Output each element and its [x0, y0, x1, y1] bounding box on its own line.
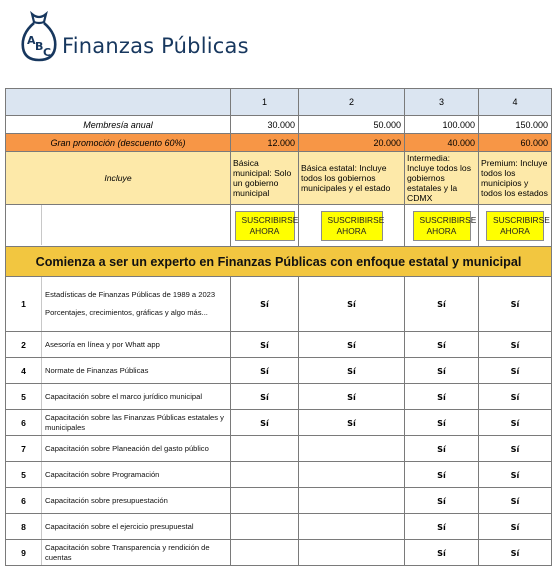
feature-number: 4	[6, 358, 42, 383]
feature-row	[6, 540, 552, 566]
feature-check-plan-4	[479, 488, 552, 514]
plan-number-2: 2	[299, 89, 405, 116]
header-blank-cell	[6, 89, 231, 116]
yes-mark: Sí	[260, 365, 269, 376]
subscribe-button-2[interactable]: SUSCRIBIRSE AHORA	[321, 211, 383, 241]
includes-plan-1: Básica municipal: Solo un gobierno municipal	[231, 152, 299, 205]
feature-number: 6	[6, 410, 42, 435]
subscribe-button-1[interactable]: SUSCRIBIRSE AHORA	[235, 211, 295, 241]
yes-mark: Sí	[437, 521, 446, 532]
feature-check-plan-3	[405, 540, 479, 566]
plan-number-1: 1	[231, 89, 299, 116]
pricing-table	[5, 88, 552, 566]
feature-text: Normate de Finanzas Públicas	[45, 365, 149, 375]
feature-check-plan-4	[479, 277, 552, 332]
promo-price-4: 60.000	[479, 134, 552, 152]
feature-check-plan-2	[299, 540, 405, 566]
feature-number: 5	[6, 384, 42, 409]
promo-price-1: 12.000	[231, 134, 299, 152]
feature-rows	[6, 277, 552, 566]
annual-price-row	[6, 116, 552, 134]
feature-check-plan-2	[299, 462, 405, 488]
feature-text: Capacitación sobre el marco jurídico municipal	[45, 391, 203, 401]
promo-price-2: 20.000	[299, 134, 405, 152]
includes-plan-4: Premium: Incluye todos los municipios y todos los estados	[479, 152, 552, 205]
feature-text: Capacitación sobre el ejercicio presupuestal	[45, 521, 194, 531]
feature-check-plan-3	[405, 332, 479, 358]
includes-label: Incluye	[6, 152, 231, 205]
yes-mark: Sí	[437, 443, 446, 454]
feature-label-cell	[6, 277, 231, 332]
banner-row	[6, 247, 552, 277]
subscribe-row	[6, 205, 552, 247]
subscribe-button-3[interactable]: SUSCRIBIRSE AHORA	[413, 211, 471, 241]
feature-label-cell	[6, 332, 231, 358]
feature-text: Capacitación sobre Programación	[45, 469, 160, 479]
yes-mark: Sí	[260, 391, 269, 402]
feature-label-cell	[6, 410, 231, 436]
yes-mark: Sí	[260, 417, 269, 428]
subscribe-cell-4	[479, 205, 552, 247]
feature-check-plan-3	[405, 277, 479, 332]
plan-number-3: 3	[405, 89, 479, 116]
feature-check-plan-1	[231, 514, 299, 540]
feature-row	[6, 358, 552, 384]
feature-check-plan-2	[299, 514, 405, 540]
plan-number-4: 4	[479, 89, 552, 116]
subscribe-label-cell	[6, 205, 231, 247]
feature-check-plan-1	[231, 462, 299, 488]
includes-row	[6, 152, 552, 205]
feature-check-plan-3	[405, 358, 479, 384]
promo-price-label: Gran promoción (descuento 60%)	[6, 134, 231, 152]
feature-check-plan-4	[479, 514, 552, 540]
feature-label-cell	[6, 488, 231, 514]
feature-number: 8	[6, 514, 42, 539]
feature-check-plan-1	[231, 332, 299, 358]
feature-number: 7	[6, 436, 42, 461]
yes-mark: Sí	[347, 299, 356, 309]
page-header	[0, 0, 556, 84]
feature-check-plan-4	[479, 410, 552, 436]
subscribe-cell-1	[231, 205, 299, 247]
plan-number-row	[6, 89, 552, 116]
logo-letter-b: B	[35, 40, 44, 53]
subscribe-button-4[interactable]: SUSCRIBIRSE AHORA	[486, 211, 544, 241]
feature-label-cell	[6, 436, 231, 462]
feature-check-plan-1	[231, 436, 299, 462]
feature-text: Capacitación sobre las Finanzas Públicas estatales y municipales	[45, 412, 224, 432]
feature-check-plan-1	[231, 540, 299, 566]
feature-text: Capacitación sobre Transparencia y rendición de cuentas	[45, 542, 210, 562]
yes-mark: Sí	[510, 417, 520, 428]
feature-check-plan-3	[405, 462, 479, 488]
yes-mark: Sí	[260, 299, 269, 309]
feature-label-cell	[6, 462, 231, 488]
yes-mark: Sí	[437, 299, 446, 309]
feature-check-plan-4	[479, 358, 552, 384]
feature-check-plan-1	[231, 358, 299, 384]
feature-row	[6, 384, 552, 410]
yes-mark: Sí	[510, 299, 520, 309]
feature-number: 5	[6, 462, 42, 487]
yes-mark: Sí	[437, 417, 446, 428]
feature-row	[6, 514, 552, 540]
yes-mark: Sí	[510, 469, 520, 480]
feature-label-cell	[6, 540, 231, 566]
feature-check-plan-3	[405, 488, 479, 514]
annual-price-2: 50.000	[299, 116, 405, 134]
annual-price-label: Membresía anual	[6, 116, 231, 134]
includes-plan-2: Básica estatal: Incluye todos los gobiernos municipales y el estado	[299, 152, 405, 205]
feature-check-plan-2	[299, 436, 405, 462]
yes-mark: Sí	[510, 339, 520, 350]
feature-label-cell	[6, 384, 231, 410]
feature-check-plan-2	[299, 358, 405, 384]
yes-mark: Sí	[437, 339, 446, 350]
feature-check-plan-3	[405, 384, 479, 410]
annual-price-3: 100.000	[405, 116, 479, 134]
yes-mark: Sí	[347, 339, 356, 350]
feature-text: Estadísticas de Finanzas Públicas de 1989 a 2023	[45, 290, 216, 299]
includes-plan-3: Intermedia: Incluye todos los gobiernos estatales y la CDMX	[405, 152, 479, 205]
yes-mark: Sí	[510, 443, 520, 454]
yes-mark: Sí	[437, 365, 446, 376]
feature-check-plan-3	[405, 410, 479, 436]
feature-check-plan-2	[299, 410, 405, 436]
feature-check-plan-2	[299, 332, 405, 358]
feature-check-plan-4	[479, 540, 552, 566]
feature-check-plan-2	[299, 488, 405, 514]
yes-mark: Sí	[510, 547, 520, 558]
feature-text: Capacitación sobre presupuestación	[45, 495, 168, 505]
promo-price-row	[6, 134, 552, 152]
yes-mark: Sí	[347, 391, 356, 402]
feature-row	[6, 332, 552, 358]
feature-text: Asesoría en línea y por Whatt app	[45, 339, 160, 349]
feature-row	[6, 277, 552, 332]
yes-mark: Sí	[260, 339, 269, 350]
feature-number: 2	[6, 332, 42, 357]
yes-mark: Sí	[510, 391, 520, 402]
yes-mark: Sí	[437, 495, 446, 506]
feature-check-plan-2	[299, 384, 405, 410]
feature-label-cell	[6, 358, 231, 384]
feature-check-plan-1	[231, 277, 299, 332]
subscribe-cell-2	[299, 205, 405, 247]
banner-text: Comienza a ser un experto en Finanzas Públicas con enfoque estatal y municipal	[6, 247, 552, 277]
feature-row	[6, 462, 552, 488]
promo-price-3: 40.000	[405, 134, 479, 152]
feature-check-plan-4	[479, 436, 552, 462]
feature-number: 6	[6, 488, 42, 513]
yes-mark: Sí	[437, 391, 446, 402]
yes-mark: Sí	[510, 495, 520, 506]
feature-row	[6, 436, 552, 462]
yes-mark: Sí	[347, 417, 356, 428]
feature-number: 9	[6, 540, 42, 565]
money-bag-logo-icon	[18, 8, 60, 64]
feature-subtext: Porcentajes, crecimientos, gráficas y algo más...	[45, 308, 208, 317]
feature-check-plan-2	[299, 277, 405, 332]
annual-price-1: 30.000	[231, 116, 299, 134]
feature-check-plan-4	[479, 332, 552, 358]
feature-row	[6, 488, 552, 514]
feature-check-plan-1	[231, 410, 299, 436]
annual-price-4: 150.000	[479, 116, 552, 134]
brand-name: Finanzas Públicas	[62, 34, 249, 58]
yes-mark: Sí	[510, 521, 520, 532]
yes-mark: Sí	[437, 469, 446, 480]
feature-check-plan-4	[479, 462, 552, 488]
feature-text: Capacitación sobre Planeación del gasto público	[45, 443, 209, 453]
yes-mark: Sí	[347, 365, 356, 376]
yes-mark: Sí	[437, 547, 446, 558]
logo-letter-a: A	[27, 34, 36, 47]
feature-check-plan-4	[479, 384, 552, 410]
feature-check-plan-1	[231, 488, 299, 514]
feature-number: 1	[6, 277, 42, 331]
feature-check-plan-1	[231, 384, 299, 410]
feature-label-cell	[6, 514, 231, 540]
feature-check-plan-3	[405, 436, 479, 462]
feature-check-plan-3	[405, 514, 479, 540]
feature-row	[6, 410, 552, 436]
logo-letter-c: C	[43, 46, 52, 59]
yes-mark: Sí	[510, 365, 520, 376]
subscribe-cell-3	[405, 205, 479, 247]
